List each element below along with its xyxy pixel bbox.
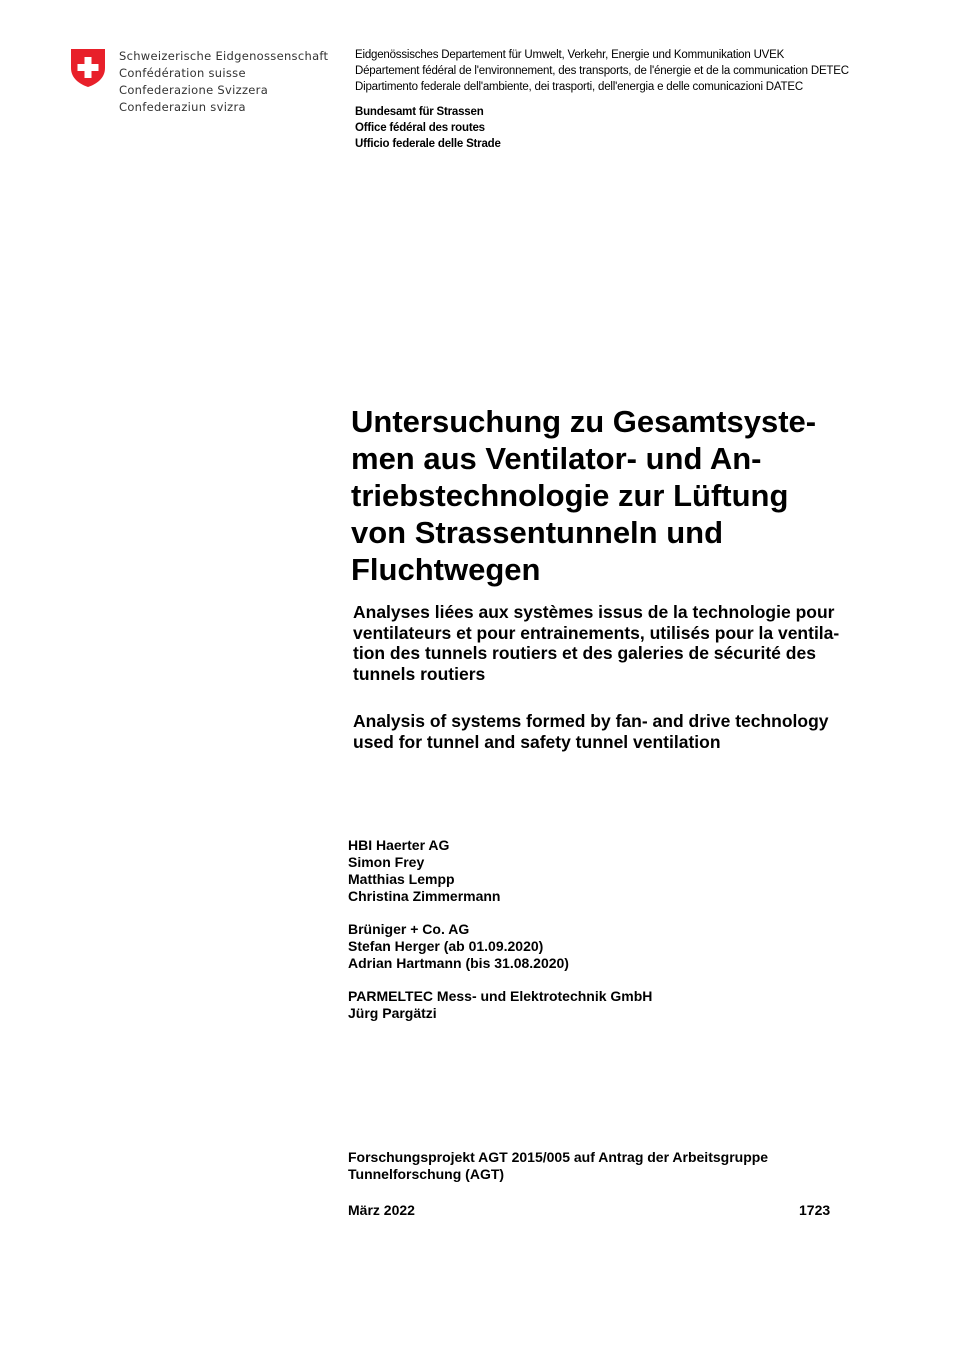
department-header <box>355 47 849 95</box>
confederation-name-de: Schweizerische Eidgenossenschaft <box>119 49 329 63</box>
subtitle-fr-line: Analyses liées aux systèmes issus de la technologie pour <box>353 602 835 622</box>
publication-date: März 2022 <box>348 1202 415 1218</box>
author-name: Simon Frey <box>348 854 425 870</box>
author-name: Adrian Hartmann (bis 31.08.2020) <box>348 955 569 971</box>
subtitle-en-line: Analysis of systems formed by fan- and drive technology <box>353 711 829 731</box>
subtitle-en-line: used for tunnel and safety tunnel ventilation <box>353 731 721 752</box>
author-name: Christina Zimmermann <box>348 888 501 904</box>
subtitle-fr-line: tunnels routiers <box>353 663 486 684</box>
department-line-de: Eidgenössisches Departement für Umwelt, Verkehr, Energie und Kommunikation UVEK <box>355 49 785 61</box>
project-line: Forschungsprojekt AGT 2015/005 auf Antrag der Arbeitsgruppe <box>348 1149 769 1165</box>
author-company: HBI Haerter AG <box>348 837 450 853</box>
subtitle-french <box>353 602 873 684</box>
department-line-fr: Département fédéral de l'environnement, des transports, de l'énergie et de la communication DETEC <box>355 65 849 77</box>
office-line-it: Ufficio federale delle Strade <box>355 138 501 150</box>
report-number: 1723 <box>799 1202 831 1218</box>
author-name: Jürg Pargätzi <box>348 1005 437 1021</box>
office-line-fr: Office fédéral des routes <box>355 122 485 134</box>
office-line-de: Bundesamt für Strassen <box>355 106 484 118</box>
authors-list <box>348 837 652 1038</box>
project-line: Tunnelforschung (AGT) <box>348 1166 505 1182</box>
confederation-name-fr: Confédération suisse <box>119 66 246 80</box>
author-company: PARMELTEC Mess- und Elektrotechnik GmbH <box>348 988 653 1004</box>
confederation-names <box>119 48 328 116</box>
project-note <box>348 1149 768 1183</box>
subtitle-english <box>353 711 873 752</box>
document-title <box>351 403 871 588</box>
office-header <box>355 104 501 152</box>
author-name: Stefan Herger (ab 01.09.2020) <box>348 938 544 954</box>
author-group-parmeltec <box>348 988 652 1022</box>
author-company: Brüniger + Co. AG <box>348 921 470 937</box>
title-line: Fluchtwegen <box>351 552 541 587</box>
author-group-hbi <box>348 837 652 905</box>
title-line: von Strassentunneln und <box>351 515 724 550</box>
swiss-coat-of-arms-logo <box>70 48 106 88</box>
subtitle-fr-line: tion des tunnels routiers et des galeries de sécurité des <box>353 643 816 663</box>
confederation-name-it: Confederazione Svizzera <box>119 83 269 97</box>
title-line: Untersuchung zu Gesamtsyste- <box>351 404 817 439</box>
department-line-it: Dipartimento federale dell'ambiente, dei trasporti, dell'energia e delle comunicazioni DATEC <box>355 81 803 93</box>
confederation-name-rm: Confederaziun svizra <box>119 100 246 114</box>
author-group-brueniger <box>348 921 652 972</box>
title-line: triebstechnologie zur Lüftung <box>351 478 789 513</box>
author-name: Matthias Lempp <box>348 871 455 887</box>
title-line: men aus Ventilator- und An- <box>351 441 762 476</box>
subtitle-fr-line: ventilateurs et pour entrainements, utilisés pour la ventila- <box>353 622 840 643</box>
swiss-shield-icon <box>70 48 106 88</box>
